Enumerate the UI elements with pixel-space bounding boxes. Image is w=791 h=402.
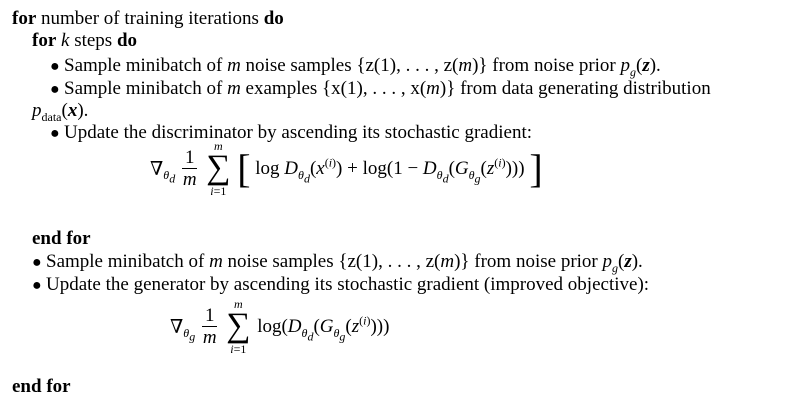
- outer-for-text: number of training iterations: [41, 8, 259, 29]
- bullet-icon: ●: [50, 58, 60, 75]
- outer-for-line: [12, 8, 284, 30]
- step-text: Sample minibatch of m noise samples {z(1), . . . , z(m)} from noise prior $p_g(z)$.: [46, 251, 643, 275]
- step-update-generator: [32, 274, 649, 297]
- for-keyword: for: [32, 30, 57, 51]
- step-text: Sample minibatch of m examples {x(1), . . . , x(m)} from data generating distribution: [64, 78, 711, 99]
- discriminator-gradient-equation: [150, 140, 543, 198]
- for-keyword: for: [12, 8, 37, 29]
- step-sample-examples: [50, 78, 711, 101]
- inner-for-line: [32, 30, 137, 52]
- nabla-symbol: $\nabla_{\theta_g}$: [170, 316, 196, 344]
- bullet-icon: ●: [50, 81, 60, 98]
- step-sample-noise: [50, 55, 661, 78]
- summation: m ∑ i=1: [226, 297, 251, 356]
- fraction: $\frac{1}{m}$: [182, 146, 197, 190]
- fraction: $\frac{1}{m}$: [202, 304, 217, 348]
- end-for-keyword: end for: [32, 228, 91, 249]
- step-text-cont: $p_{data}(x)$.: [32, 100, 89, 124]
- step-text: Sample minibatch of m noise samples {z(1), . . . , z(m)} from noise prior $p_g(z)$.: [64, 55, 661, 79]
- do-keyword: do: [263, 8, 284, 29]
- bullet-icon: ●: [50, 125, 60, 142]
- end-inner-for: [32, 228, 91, 250]
- summation: m ∑ i=1: [206, 139, 231, 198]
- step-sample-examples-cont: [32, 100, 88, 122]
- end-for-keyword: end for: [12, 376, 71, 397]
- left-bracket: [: [237, 146, 251, 191]
- bullet-icon: ●: [32, 254, 42, 271]
- step-text: Update the discriminator by ascending its stochastic gradient:: [64, 122, 533, 143]
- log-term-generator: $\log(D_{\theta_d}(G_{\theta_g}(z^{(i)})))$: [257, 313, 390, 344]
- inner-for-text: steps: [74, 30, 113, 51]
- right-bracket: ]: [529, 146, 543, 191]
- generator-gradient-equation: [170, 298, 389, 356]
- log-term-real: $\log D_{\theta_d}(x^{(i)}) + \log(1 - D_{\theta_d}(G_{\theta_g}(z^{(i)})))$: [255, 155, 525, 186]
- nabla-symbol: $\nabla_{\theta_d}$: [150, 158, 176, 186]
- step-text: Update the generator by ascending its stochastic gradient (improved objective):: [46, 274, 650, 295]
- end-outer-for: [12, 376, 71, 398]
- bullet-icon: ●: [32, 277, 42, 294]
- step-sample-noise-generator: [32, 251, 643, 274]
- do-keyword: do: [116, 30, 138, 51]
- k-variable: k: [61, 30, 70, 51]
